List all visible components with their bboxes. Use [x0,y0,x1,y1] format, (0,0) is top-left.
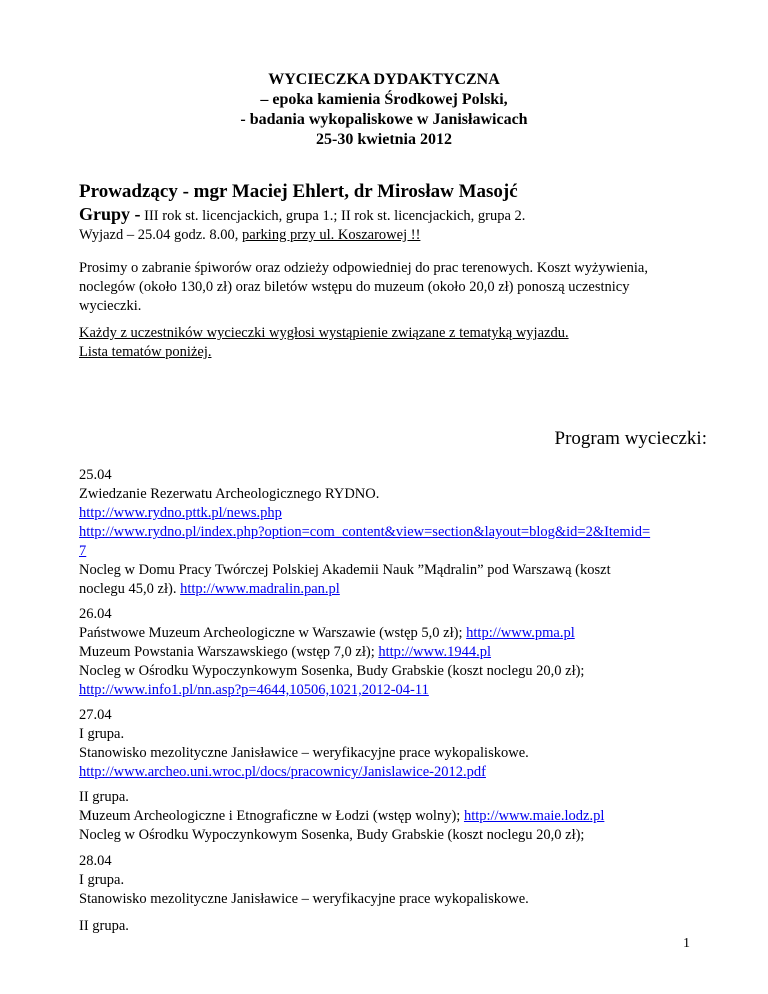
title-line-2: – epoka kamienia Środkowej Polski, [260,91,508,108]
day-3-site: Stanowisko mezolityczne Janisławice – weryfikacyjne prace wykopaliskowe. [79,745,529,761]
muzeum-1944-link[interactable]: http://www.1944.pl [378,644,492,660]
day-2-stay: Nocleg w Ośrodku Wypoczynkowym Sosenka, Budy Grabskie (koszt noclegu 20,0 zł); [79,663,585,679]
document-title [0,70,768,150]
leaders-heading: Prowadzący - mgr Maciej Ehlert, dr Mirosław Masojć [79,181,518,202]
day-1-stay-line-1: Nocleg w Domu Pracy Twórczej Polskiej Akademii Nauk ”Mądralin” pod Warszawą (koszt [79,562,611,578]
pma-link[interactable]: http://www.pma.pl [466,625,575,641]
day-2-museum-2: Muzeum Powstania Warszawskiego (wstęp 7,0 zł); [79,644,379,660]
day-3-date: 27.04 [79,707,112,723]
day-3-museum: Muzeum Archeologiczne i Etnograficzne w Łodzi (wstęp wolny); [79,808,464,824]
day-2-section [79,605,719,700]
madralin-link[interactable]: http://www.madralin.pan.pl [180,581,340,597]
day-4-group-1: I grupa. [79,872,125,888]
groups-text: III rok st. licencjackich, grupa 1.; II rok st. licencjackich, grupa 2. [140,208,526,224]
page-number: 1 [683,936,690,951]
program-heading: Program wycieczki: [554,428,707,449]
departure-place: parking przy ul. Koszarowej !! [242,227,421,243]
rydno-link-part-1[interactable]: http://www.rydno.pl/index.php?option=com_content&view=section&layout=blog&id=2&Itemid= [79,524,651,540]
title-line-1: WYCIECZKA DYDAKTYCZNA [268,71,500,88]
notice-line-2: Lista tematów poniżej. [79,344,212,360]
day-4-site: Stanowisko mezolityczne Janisławice – weryfikacyjne prace wykopaliskowe. [79,891,529,907]
day-3-group-2-section [79,788,719,845]
day-3-section [79,706,719,782]
day-3-stay: Nocleg w Ośrodku Wypoczynkowym Sosenka, Budy Grabskie (koszt noclegu 20,0 zł); [79,827,585,843]
day-1-visit: Zwiedzanie Rezerwatu Archeologicznego RYDNO. [79,486,380,502]
janislawice-pdf-link[interactable]: http://www.archeo.uni.wroc.pl/docs/pracownicy/Janislawice-2012.pdf [79,764,486,780]
intro-paragraph [79,259,719,316]
groups-label: Grupy - [79,204,141,224]
day-4-group-2: II grupa. [79,918,129,934]
title-line-4: 25-30 kwietnia 2012 [316,131,452,148]
intro-line-1: Prosimy o zabranie śpiworów oraz odzieży odpowiedniej do prac terenowych. Koszt wyżywienia, [79,260,648,276]
info1-link[interactable]: http://www.info1.pl/nn.asp?p=4644,10506,1021,2012-04-11 [79,682,429,698]
rydno-pttk-link[interactable]: http://www.rydno.pttk.pl/news.php [79,505,282,521]
day-4-section [79,852,719,909]
intro-line-3: wycieczki. [79,298,142,314]
day-2-date: 26.04 [79,606,112,622]
notice-paragraph [79,324,719,362]
maie-lodz-link[interactable]: http://www.maie.lodz.pl [463,808,605,824]
day-3-group-2: II grupa. [79,789,129,805]
day-1-stay-line-2: noclegu 45,0 zł). [79,581,181,597]
day-1-section [79,466,719,599]
intro-line-2: noclegów (około 130,0 zł) oraz biletów wstępu do muzeum (około 20,0 zł) ponoszą uczestnicy [79,279,630,295]
day-3-group-1: I grupa. [79,726,125,742]
notice-line-1: Każdy z uczestników wycieczki wygłosi wystąpienie związane z tematyką wyjazdu. [79,325,569,341]
departure-text: Wyjazd – 25.04 godz. 8.00, [79,227,243,243]
groups-line [79,205,525,245]
rydno-link-part-2[interactable]: 7 [79,543,87,559]
day-4-group-2-section [79,917,719,936]
day-1-date: 25.04 [79,467,112,483]
day-2-museum-1: Państwowe Muzeum Archeologiczne w Warszawie (wstęp 5,0 zł); [79,625,467,641]
title-line-3: - badania wykopaliskowe w Janisławicach [240,111,528,128]
day-4-date: 28.04 [79,853,112,869]
